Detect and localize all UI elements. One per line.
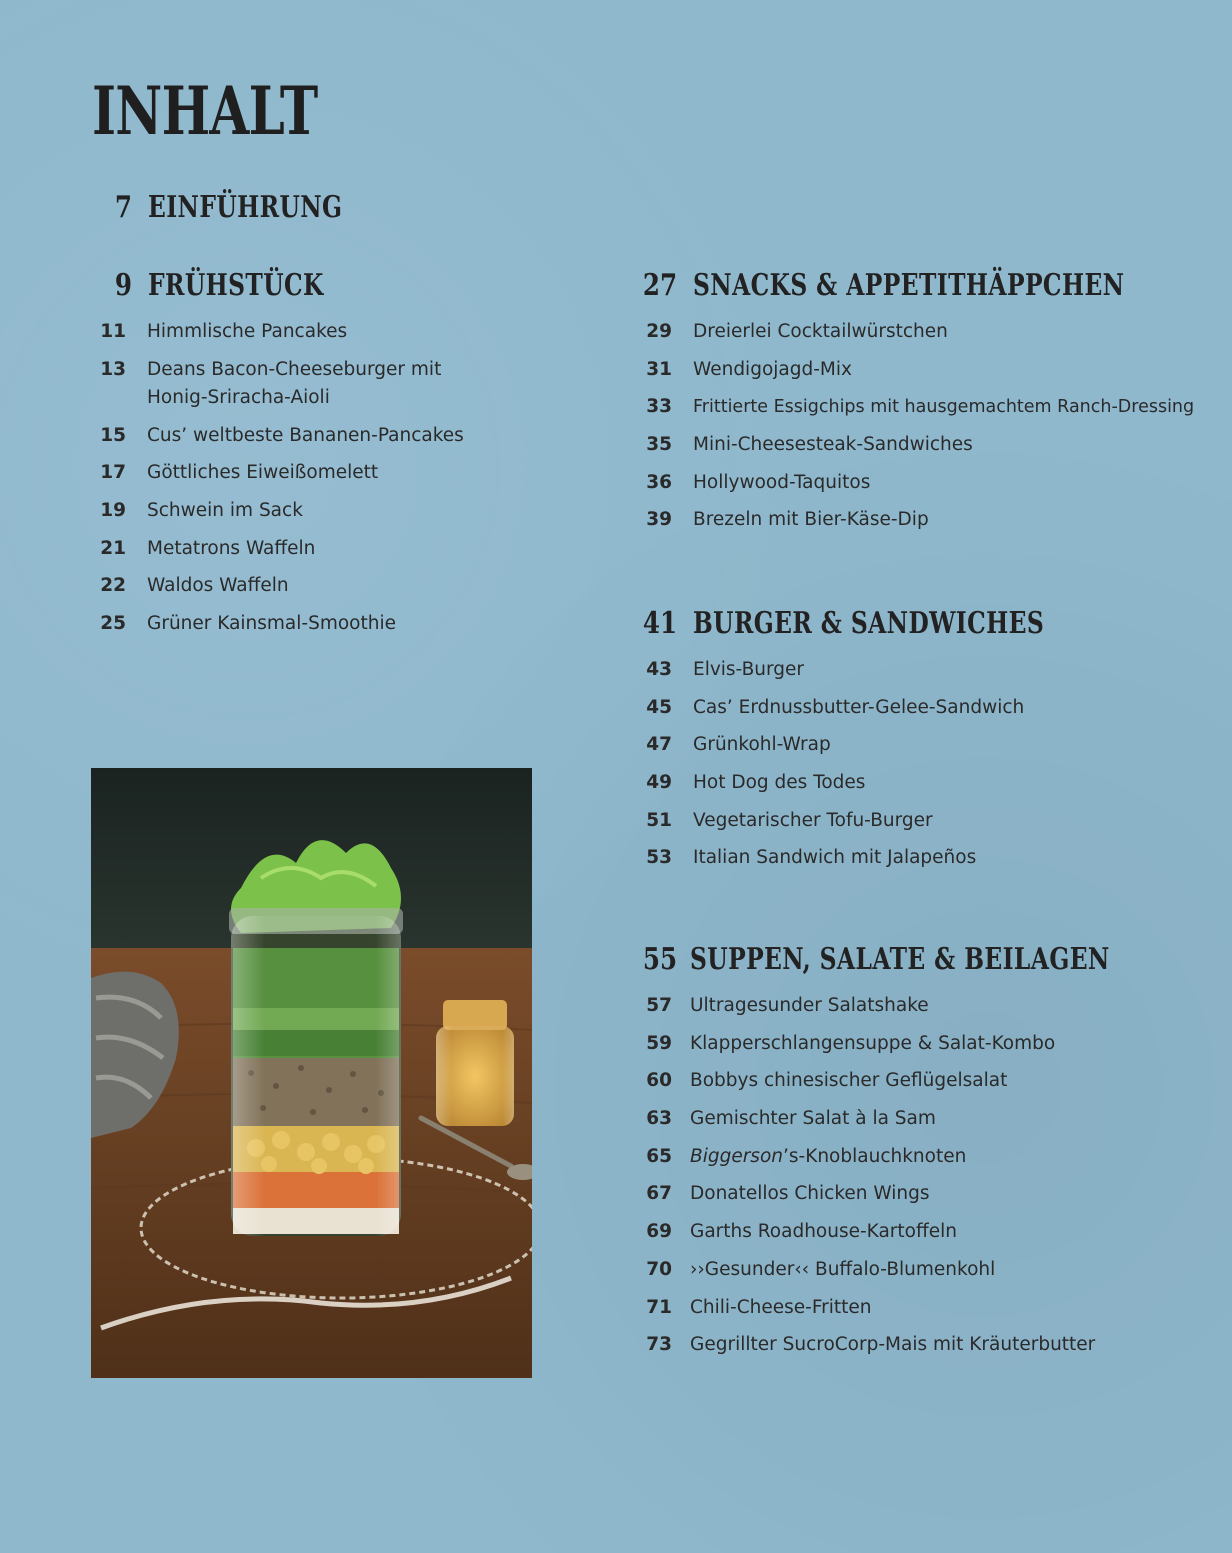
entry-label: Garths Roadhouse-Kartoffeln [690,1221,957,1243]
salad-jar-illustration [91,768,532,1378]
section-snacks [636,268,1232,544]
entry-label: Vegetarischer Tofu-Burger [693,809,933,831]
toc-entry[interactable] [92,422,464,460]
entry-page: 49 [646,772,672,794]
toc-entry[interactable] [636,769,1143,807]
section-heading[interactable] [636,268,1232,308]
toc-entry[interactable] [636,356,1232,394]
entry-label-rest: ’s-Knoblauchknoten [783,1145,967,1167]
toc-entry[interactable] [92,459,464,497]
section-page-number: 27 [642,268,678,303]
entry-label: Mini-Cheesesteak-Sandwiches [693,434,973,456]
entry-label: Chili-Cheese-Fritten [690,1296,872,1318]
toc-entry[interactable] [636,506,1232,544]
entry-label: Himmlische Pancakes [147,321,348,342]
entry-page: 39 [646,509,672,531]
entry-page: 60 [646,1070,672,1092]
entry-label [690,1143,1228,1171]
toc-entry[interactable] [636,694,1143,732]
toc-entry[interactable] [636,1067,1228,1105]
entry-page: 73 [646,1334,672,1356]
entry-page: 65 [646,1145,672,1167]
toc-entry[interactable] [92,318,464,356]
entry-page: 21 [100,537,126,559]
entry-label: Wendigojagd-Mix [693,358,852,380]
section-title: EINFÜHRUNG [148,190,343,225]
entry-label: Metatrons Waffeln [147,537,316,559]
entry-page: 63 [646,1108,672,1130]
entry-label: Gemischter Salat à la Sam [690,1108,936,1130]
toc-entry[interactable] [636,469,1232,507]
toc-entry[interactable] [636,431,1232,469]
entry-label: Schwein im Sack [147,500,303,522]
entry-label: Cus’ weltbeste Bananen-Pancakes [147,424,464,446]
entry-label: Hot Dog des Todes [693,772,866,794]
entry-list [636,318,1232,544]
section-page-number: 7 [114,190,132,225]
toc-entry[interactable] [92,610,464,648]
entry-page: 47 [646,734,672,756]
toc-entry[interactable] [636,1256,1228,1294]
entry-page: 36 [646,471,672,493]
section-burger [636,606,1143,882]
toc-entry[interactable] [636,807,1143,845]
entry-label: Bobbys chinesischer Geflügelsalat [690,1070,1008,1092]
entry-page: 22 [100,575,126,597]
entry-label: Hollywood-Taquitos [693,471,871,493]
entry-label: Frittierte Essigchips mit hausgemachtem Ranch-Dressing [693,397,1195,418]
toc-entry[interactable] [636,1143,1228,1181]
section-einfuehrung [92,190,397,230]
entry-page: 67 [646,1183,672,1205]
entry-page: 19 [100,500,126,522]
entry-label: Klapperschlangensuppe & Salat-Kombo [690,1032,1056,1054]
toc-entry[interactable] [636,656,1143,694]
entry-page: 17 [100,462,126,484]
section-fruehstueck [92,268,464,648]
entry-label-line2: Honig-Sriracha-Aioli [147,386,330,408]
section-page-number: 55 [642,942,678,977]
entry-label-line1: Deans Bacon-Cheeseburger mit [147,358,442,380]
entry-page: 53 [646,847,672,869]
toc-entry[interactable] [636,318,1232,356]
entry-label: Grünkohl-Wrap [693,734,831,756]
section-page-number: 41 [642,606,678,641]
entry-page: 43 [646,659,672,680]
toc-entry[interactable] [636,1331,1228,1369]
section-page-number: 9 [114,268,132,303]
entry-page: 13 [100,358,126,380]
toc-entry[interactable] [636,1294,1228,1332]
toc-entry[interactable] [636,1180,1228,1218]
section-heading[interactable] [92,268,464,308]
salad-jar-photo [91,768,532,1378]
entry-page: 33 [646,396,672,418]
entry-list [636,992,1228,1369]
entry-page: 29 [646,321,672,342]
toc-entry[interactable] [636,992,1228,1030]
entry-label: ››Gesunder‹‹ Buffalo-Blumenkohl [690,1258,996,1280]
toc-entry[interactable] [92,497,464,535]
toc-entry[interactable] [636,731,1143,769]
entry-label: Dreierlei Cocktailwürstchen [693,321,948,342]
entry-page: 25 [100,613,126,635]
entry-page: 57 [646,995,672,1016]
toc-entry[interactable] [92,356,464,422]
entry-page: 69 [646,1221,672,1243]
entry-label [147,356,464,412]
entry-page: 70 [646,1258,672,1280]
entry-label: Göttliches Eiweißomelett [147,462,379,484]
entry-label: Donatellos Chicken Wings [690,1183,930,1205]
entry-label: Gegrillter SucroCorp-Mais mit Kräuterbutter [690,1334,1096,1356]
entry-page: 15 [100,424,126,446]
entry-label: Italian Sandwich mit Jalapeños [693,847,977,869]
toc-entry[interactable] [92,535,464,573]
section-title: SUPPEN, SALATE & BEILAGEN [690,942,1110,977]
entry-label: Cas’ Erdnussbutter-Gelee-Sandwich [693,696,1025,718]
toc-entry[interactable] [636,393,1232,431]
entry-page: 51 [646,809,672,831]
toc-entry[interactable] [92,572,464,610]
entry-page: 11 [100,321,126,342]
entry-label: Elvis-Burger [693,659,804,680]
section-heading[interactable] [92,190,397,230]
section-suppen [636,942,1228,1369]
toc-entry[interactable] [636,844,1143,882]
entry-label: Brezeln mit Bier-Käse-Dip [693,509,929,531]
section-heading[interactable] [636,606,1143,646]
entry-page: 31 [646,358,672,380]
entry-list [636,656,1143,882]
entry-page: 45 [646,696,672,718]
section-title: FRÜHSTÜCK [148,268,324,303]
entry-label-italic: Biggerson [690,1145,783,1167]
entry-label: Ultragesunder Salatshake [690,995,929,1016]
entry-list [92,318,464,648]
entry-label: Waldos Waffeln [147,575,289,597]
toc-entry[interactable] [636,1105,1228,1143]
toc-entry[interactable] [636,1218,1228,1256]
section-title: SNACKS & APPETITHÄPPCHEN [693,268,1125,303]
toc-entry[interactable] [636,1030,1228,1068]
section-title: BURGER & SANDWICHES [693,606,1045,641]
entry-label: Grüner Kainsmal-Smoothie [147,613,396,635]
page-title: INHALT [92,72,318,150]
entry-page: 71 [646,1296,672,1318]
entry-page: 59 [646,1032,672,1054]
section-heading[interactable] [636,942,1228,982]
entry-page: 35 [646,434,672,456]
